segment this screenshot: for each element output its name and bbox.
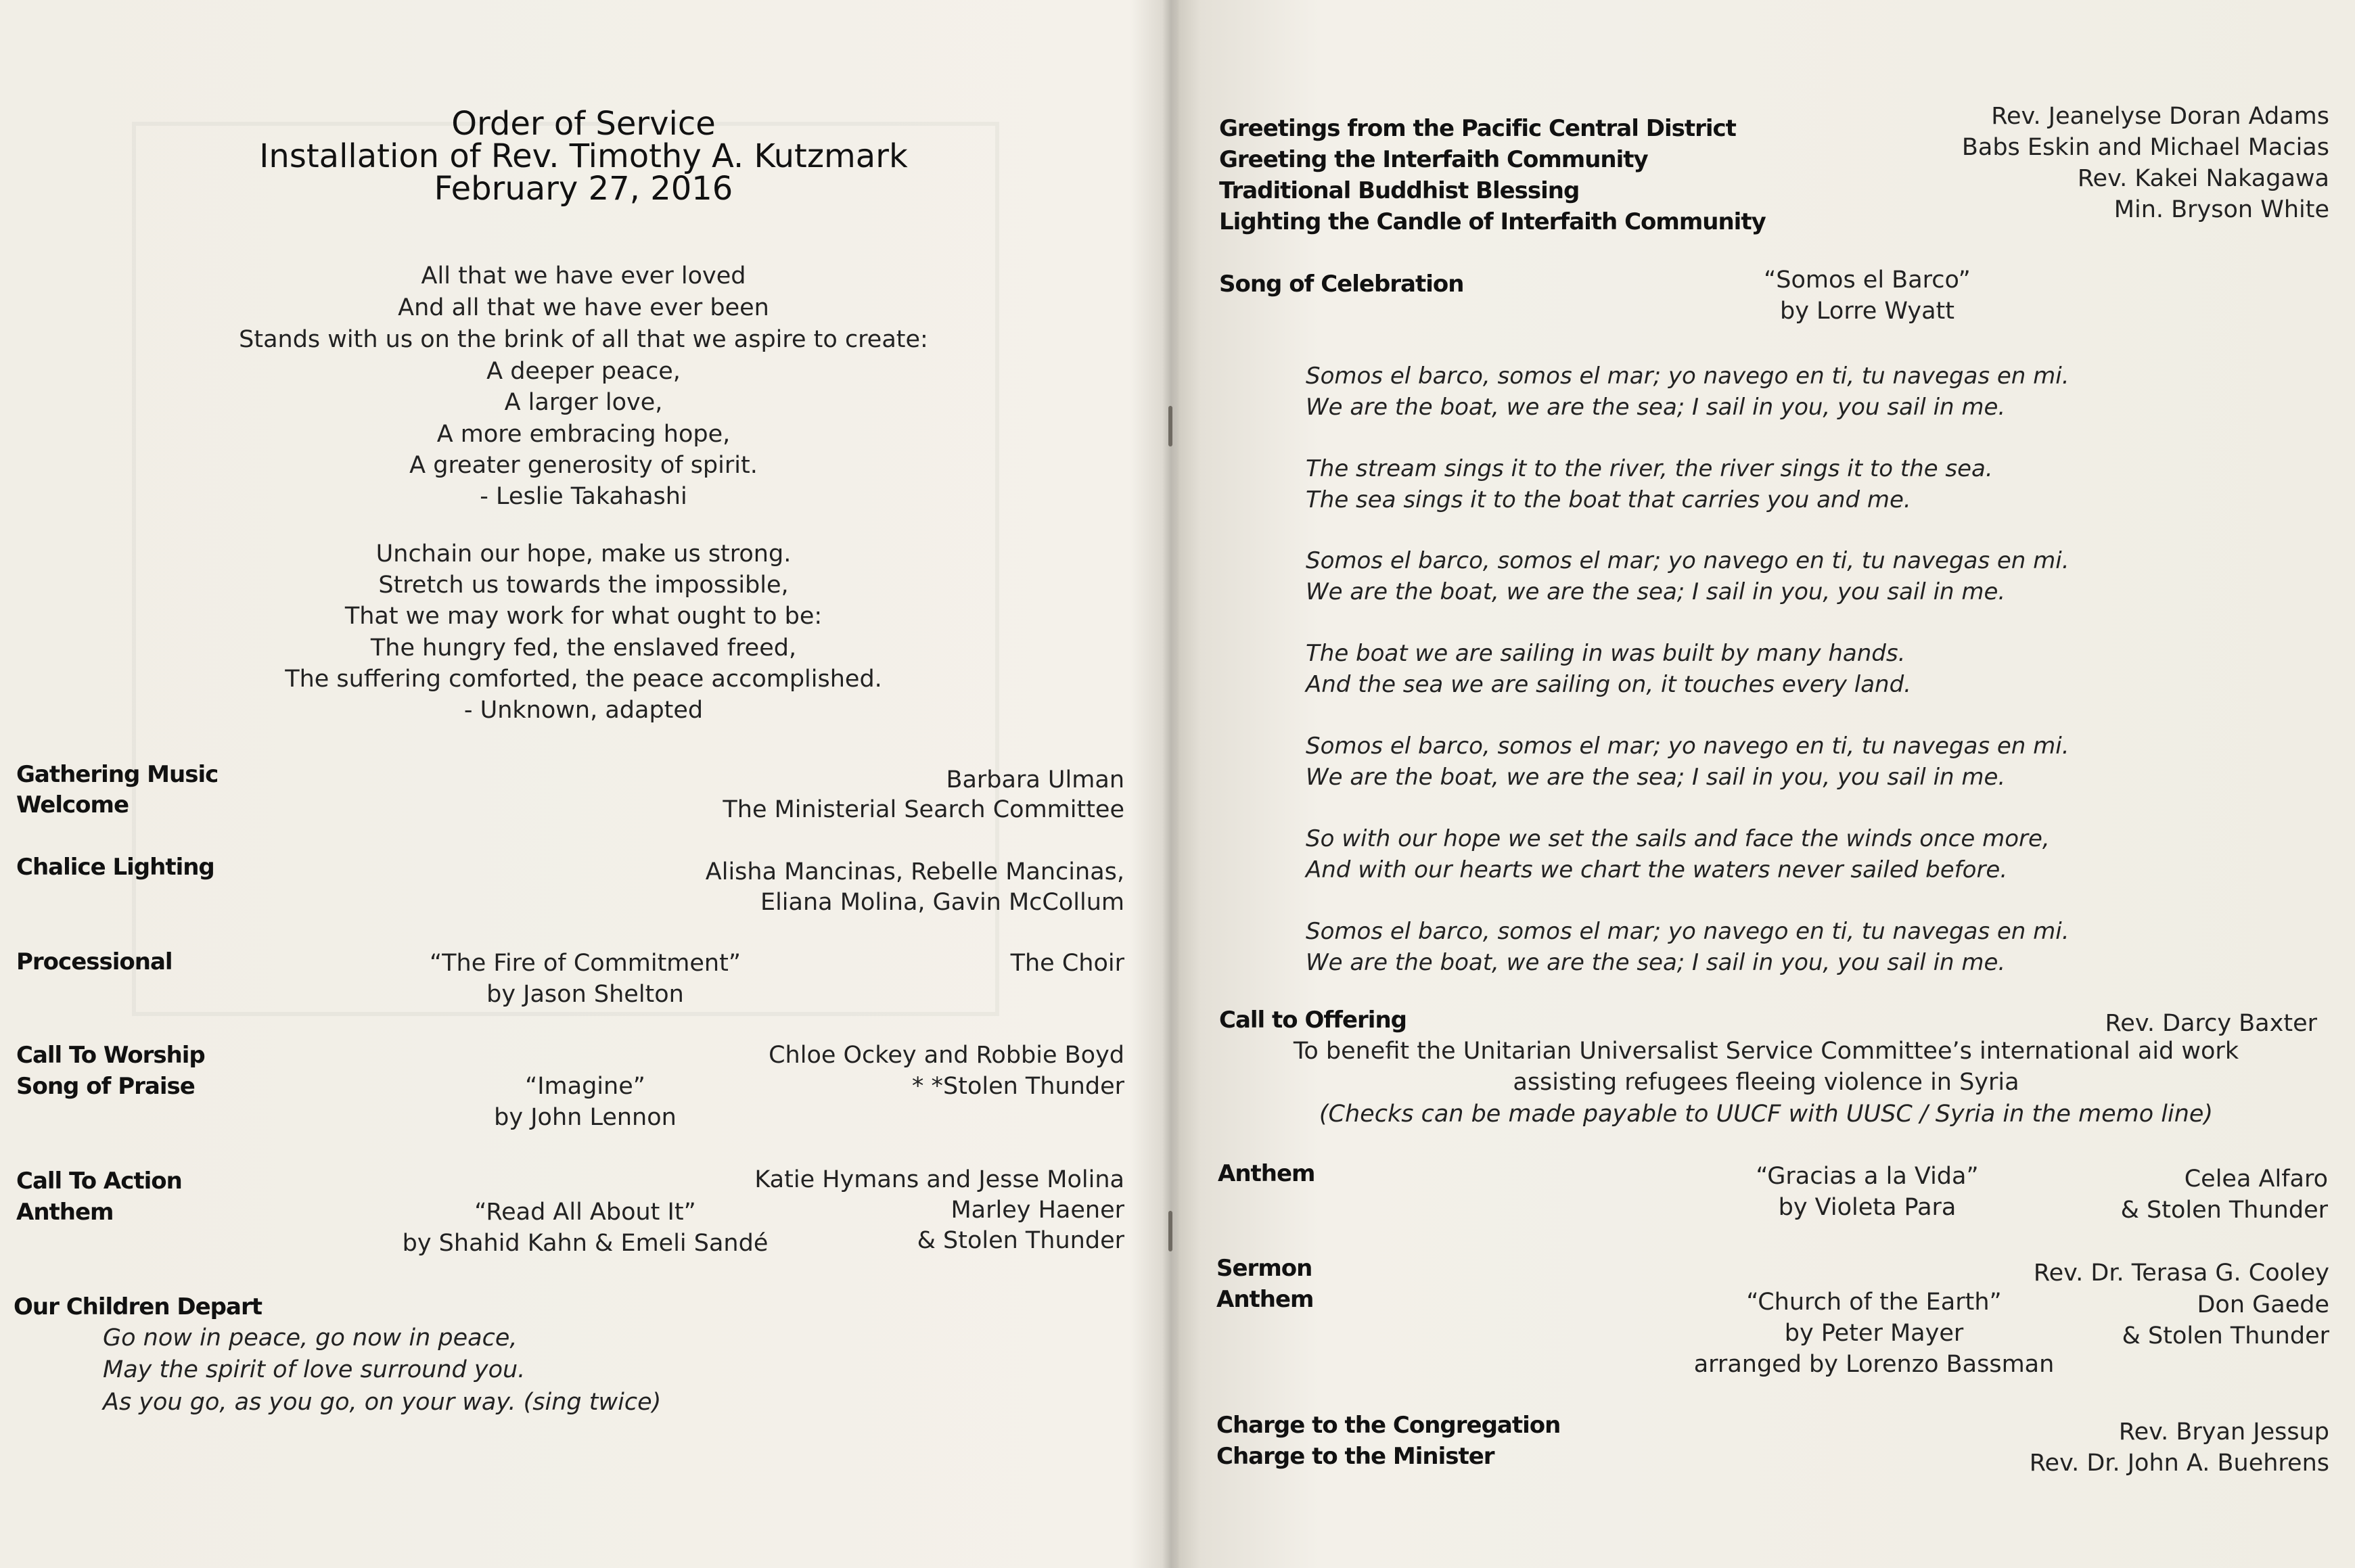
item-piece: “Imagine” [525, 1073, 645, 1100]
item-label-anthem: Anthem [1216, 1286, 1314, 1313]
item-leader: Barbara Ulman [946, 766, 1124, 793]
reading-line: A deeper peace, [486, 358, 681, 385]
item-label-sermon: Sermon [1216, 1255, 1312, 1282]
program-date: February 27, 2016 [434, 170, 733, 208]
lyric-line: So with our hope we set the sails and face the winds once more, [1306, 825, 2050, 852]
item-label-chalice-lighting: Chalice Lighting [16, 854, 214, 881]
staple [1168, 1211, 1172, 1251]
item-label-processional: Processional [16, 948, 173, 975]
offering-description: assisting refugees fleeing violence in Syria [1513, 1069, 2019, 1096]
lyric-line: The sea sings it to the boat that carries you and me. [1306, 486, 1911, 513]
program-title: Order of Service [451, 105, 716, 143]
item-leader: Rev. Dr. John A. Buehrens [2029, 1450, 2329, 1477]
lyric-line: Somos el barco, somos el mar; yo navego en ti, tu navegas en mi. [1306, 733, 2070, 760]
item-composer: by Lorre Wyatt [1779, 298, 1954, 325]
left-page [0, 0, 1167, 1568]
item-piece: “Somos el Barco” [1764, 267, 1971, 294]
reading-line: Stands with us on the brink of all that we aspire to create: [239, 326, 928, 353]
item-leader: Rev. Kakei Nakagawa [2077, 165, 2329, 192]
lyric-line: And with our hearts we chart the waters never sailed before. [1306, 856, 2008, 883]
item-composer: by John Lennon [494, 1104, 677, 1131]
item-composer: by Shahid Kahn & Emeli Sandé [402, 1230, 769, 1257]
lyric-line: The boat we are sailing in was built by many hands. [1306, 640, 1906, 667]
reading-line: All that we have ever loved [421, 262, 746, 290]
item-label-call-to-worship: Call To Worship [16, 1042, 205, 1069]
item-composer: by Jason Shelton [486, 981, 684, 1008]
item-piece: “Read All About It” [474, 1199, 696, 1226]
item-arranger: arranged by Lorenzo Bassman [1693, 1351, 2055, 1378]
lyric-line: We are the boat, we are the sea; I sail in you, you sail in me. [1306, 578, 2006, 605]
item-composer: by Violeta Para [1778, 1194, 1957, 1221]
item-leader: Rev. Darcy Baxter [2105, 1010, 2317, 1037]
item-label-song-of-celebration: Song of Celebration [1219, 271, 1464, 298]
item-leader: Min. Bryson White [2113, 196, 2329, 223]
right-page [1177, 0, 2355, 1568]
reading-attribution: - Unknown, adapted [463, 697, 704, 724]
item-leader: Rev. Dr. Terasa G. Cooley [2033, 1260, 2329, 1287]
item-leader: Celea Alfaro [2184, 1166, 2328, 1193]
item-label-gathering-music: Gathering Music [16, 761, 219, 788]
item-leader: * *Stolen Thunder [911, 1073, 1124, 1100]
item-leader: Rev. Bryan Jessup [2118, 1419, 2329, 1446]
lyric-line: The stream sings it to the river, the river sings it to the sea. [1306, 455, 1993, 482]
lyric-line: Somos el barco, somos el mar; yo navego en ti, tu navegas en mi. [1306, 918, 2070, 945]
item-leader: Katie Hymans and Jesse Molina [754, 1166, 1124, 1193]
item-leader: The Choir [1010, 950, 1124, 977]
offering-description: To benefit the Unitarian Universalist Service Committee’s international aid work [1293, 1038, 2239, 1065]
item-leader: Eliana Molina, Gavin McCollum [760, 889, 1124, 916]
item-label-charge-minister: Charge to the Minister [1216, 1443, 1494, 1470]
song-line: Go now in peace, go now in peace, [103, 1324, 518, 1352]
item-piece: “Gracias a la Vida” [1756, 1163, 1979, 1190]
item-label-greeting-interfaith: Greeting the Interfaith Community [1219, 146, 1648, 173]
item-leader: Marley Haener [951, 1197, 1124, 1224]
lyric-line: Somos el barco, somos el mar; yo navego en ti, tu navegas en mi. [1306, 547, 2070, 574]
reading-line: A greater generosity of spirit. [409, 452, 758, 479]
item-piece: “Church of the Earth” [1746, 1289, 2002, 1316]
lyric-line: We are the boat, we are the sea; I sail in you, you sail in me. [1306, 394, 2006, 421]
item-composer: by Peter Mayer [1784, 1320, 1964, 1347]
item-label-buddhist-blessing: Traditional Buddhist Blessing [1219, 177, 1580, 204]
song-line: May the spirit of love surround you. [103, 1356, 526, 1383]
item-leader: & Stolen Thunder [917, 1227, 1124, 1254]
item-label-children-depart: Our Children Depart [14, 1293, 262, 1320]
program-subtitle: Installation of Rev. Timothy A. Kutzmark [259, 137, 908, 175]
reading-attribution: - Leslie Takahashi [480, 483, 687, 510]
item-leader: Don Gaede [2197, 1291, 2329, 1318]
item-leader: & Stolen Thunder [2120, 1197, 2328, 1224]
song-line: As you go, as you go, on your way. (sing twice) [103, 1389, 662, 1416]
reading-line: The hungry fed, the enslaved freed, [370, 635, 797, 662]
reading-line: Stretch us towards the impossible, [378, 572, 789, 599]
reading-line: And all that we have ever been [398, 294, 769, 321]
item-label-candle-lighting: Lighting the Candle of Interfaith Community [1219, 208, 1766, 235]
reading-line: Unchain our hope, make us strong. [375, 540, 792, 568]
item-label-charge-congregation: Charge to the Congregation [1216, 1412, 1561, 1439]
reading-line: A more embracing hope, [436, 421, 731, 448]
item-label-call-to-offering: Call to Offering [1219, 1007, 1407, 1034]
item-label-song-of-praise: Song of Praise [16, 1073, 195, 1100]
item-leader: Chloe Ockey and Robbie Boyd [769, 1042, 1124, 1069]
staple [1168, 406, 1172, 446]
lyric-line: Somos el barco, somos el mar; yo navego en ti, tu navegas en mi. [1306, 363, 2070, 390]
item-label-anthem: Anthem [16, 1199, 114, 1226]
item-label-welcome: Welcome [16, 791, 129, 818]
lyric-line: We are the boat, we are the sea; I sail in you, you sail in me. [1306, 949, 2006, 976]
item-label-greetings: Greetings from the Pacific Central District [1219, 115, 1736, 142]
item-leader: Babs Eskin and Michael Macias [1961, 134, 2329, 161]
reading-line: That we may work for what ought to be: [344, 603, 823, 630]
item-leader: Alisha Mancinas, Rebelle Mancinas, [705, 858, 1124, 885]
offering-note: (Checks can be made payable to UUCF with UUSC / Syria in the memo line) [1319, 1101, 2214, 1128]
reading-line: A larger love, [504, 389, 663, 416]
item-label-call-to-action: Call To Action [16, 1168, 182, 1195]
item-label-anthem: Anthem [1218, 1160, 1315, 1187]
item-leader: Rev. Jeanelyse Doran Adams [1991, 103, 2329, 130]
item-piece: “The Fire of Commitment” [430, 950, 741, 977]
lyric-line: And the sea we are sailing on, it touches every land. [1306, 671, 1911, 698]
item-leader: The Ministerial Search Committee [723, 796, 1124, 823]
item-leader: & Stolen Thunder [2122, 1322, 2329, 1350]
reading-line: The suffering comforted, the peace accomplished. [285, 666, 882, 693]
lyric-line: We are the boat, we are the sea; I sail in you, you sail in me. [1306, 764, 2006, 791]
